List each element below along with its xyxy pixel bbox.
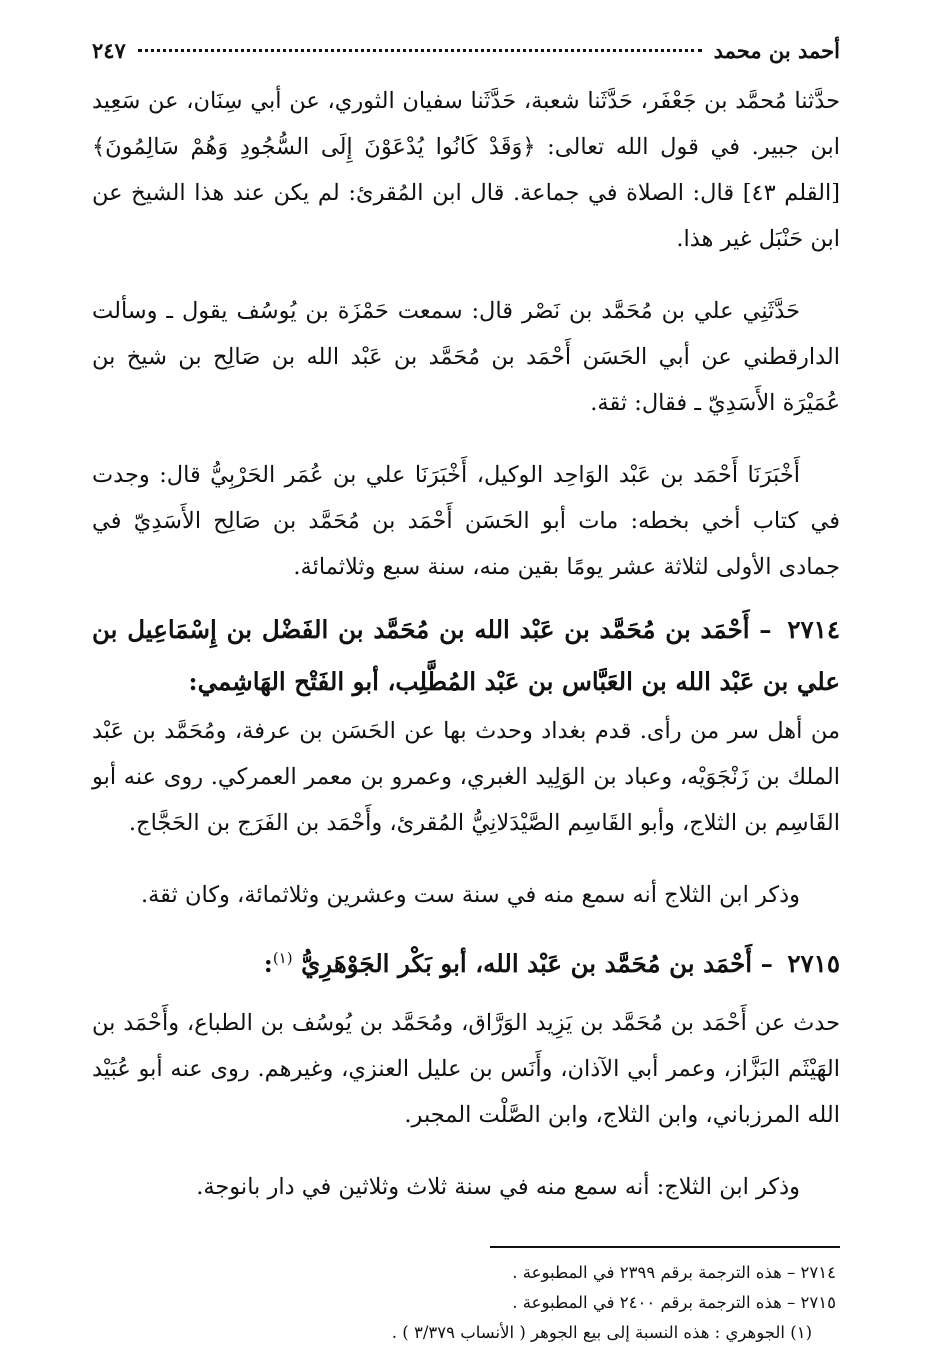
entry-title: – أَحْمَد بن مُحَمَّد بن عَبْد الله بن مُحَمَّد بن الفَضْل بن إِسْمَاعِيل بن علي بن عَبْد الله بن العَبَّاس بن عَبْد المُطَّلِب، أبو الفَتْح الهَاشِمي:	[92, 615, 840, 696]
entry-2714-body: من أهل سر من رأى. قدم بغداد وحدث بها عن الحَسَن بن عرفة، ومُحَمَّد بن عَبْد الملك بن زَنْجَوَيْه، وعباد بن الوَلِيد الغبري، وعمرو بن معمر العمركي. روى عنه أبو القَاسِم بن الثلاج، وأبو القَاسِم الصَّيْدَلانِيُّ المُقرئ، وأَحْمَد بن الفَرَج بن الحَجَّاج.	[92, 718, 840, 836]
entry-heading-2714	[92, 604, 840, 708]
footnote-marker[interactable]: (١)	[272, 949, 293, 967]
paragraph-hadith-isnad: حدَّثنا مُحمَّد بن جَعْفَر، حَدَّثَنا شعبة، حَدَّثَنا سفيان الثوري، عن أبي سِنَان، عن سَعِيد ابن جبير. في قول الله تعالى: ﴿وَقَدْ كَانُوا يُدْعَوْنَ إِلَى السُّجُودِ وَهُمْ سَالِمُونَ﴾ [القلم ٤٣] قال: الصلاة في جماعة. قال ابن المُقرئ: لم يكن عند هذا الشيخ عن ابن حَنْبَل غير هذا.	[92, 88, 840, 252]
entry-number: ٢٧١٤	[787, 615, 840, 644]
footnote-item: (١) الجوهري : هذه النسبة إلى بيع الجوهر ( الأنساب ٣/٣٧٩ ) .	[391, 1323, 812, 1343]
book-page	[92, 38, 840, 1348]
entry-2715-note: وذكر ابن الثلاج: أنه سمع منه في سنة ثلاث وثلاثين في دار بانوجة.	[196, 1174, 800, 1201]
footnote-item: ٢٧١٥ – هذه الترجمة برقم ٢٤٠٠ في المطبوعة .	[512, 1293, 836, 1313]
entry-2715-body: حدث عن أَحْمَد بن مُحَمَّد بن يَزِيد الوَرَّاق، ومُحَمَّد بن يُوسُف بن الطباع، وأَحْمَد بن الهَيْثَم البَزَّاز، وعمر أبي الآذان، وأَنَس بن عليل العنزي، وغيرهم. روى عنه أبو عُبَيْد الله المرزباني، وابن الثلاج، وابن الصَّلْت المجبر.	[92, 1010, 840, 1129]
footnote-item: ٢٧١٤ – هذه الترجمة برقم ٢٣٩٩ في المطبوعة .	[512, 1263, 836, 1283]
entry-heading-2715	[92, 932, 840, 990]
footnote-separator	[490, 1246, 840, 1248]
running-header	[92, 38, 840, 78]
header-dot-leader	[138, 49, 702, 52]
footnotes	[92, 1258, 840, 1348]
entry-number: ٢٧١٥	[787, 949, 840, 979]
entry-2714-note: وذكر ابن الثلاج أنه سمع منه في سنة ست وعشرين وثلاثمائة، وكان ثقة.	[140, 882, 800, 908]
paragraph-hamza-narration: حَدَّثَنِي علي بن مُحَمَّد بن نَصْر قال: سمعت حَمْزَة بن يُوسُف يقول ـ وسألت الدارقطني عن أبي الحَسَن أَحْمَد بن مُحَمَّد بن عَبْد الله بن صَالِح بن شيخ بن عُمَيْرَة الأَسَدِيّ ـ فقال: ثقة.	[92, 298, 840, 416]
running-title: أحمد بن محمد	[713, 38, 840, 63]
entry-title-colon: :	[263, 949, 273, 979]
page-number: ٢٤٧	[92, 38, 126, 63]
entry-title: – أَحْمَد بن مُحَمَّد بن عَبْد الله، أبو بَكْر الجَوْهَرِيُّ	[301, 949, 773, 979]
paragraph-death-note: أَخْبَرَنَا أَحْمَد بن عَبْد الوَاحِد الوكيل، أَخْبَرَنَا علي بن عُمَر الحَرْبِيُّ قال: وجدت في كتاب أخي بخطه: مات أبو الحَسَن أَحْمَد بن مُحَمَّد بن صَالِح الأَسَدِيّ في جمادى الأولى لثلاثة عشر يومًا بقين منه، سنة سبع وثلاثمائة.	[92, 462, 840, 580]
